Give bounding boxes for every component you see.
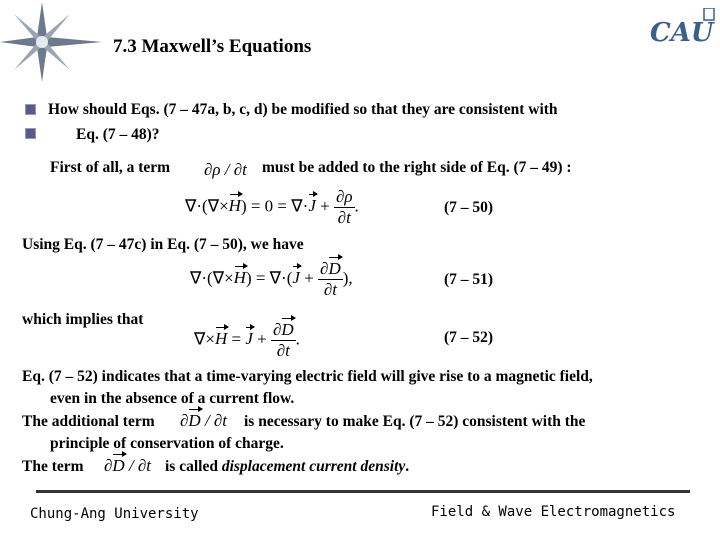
paragraph-2-prefix: The additional term: [22, 413, 155, 430]
dd-dt-term: ∂D / ∂t: [180, 411, 228, 430]
compass-star-decoration: [0, 0, 105, 95]
drho-dt-term: ∂ρ / ∂t: [204, 160, 247, 179]
paragraph-3-is-called: is called: [165, 458, 218, 475]
equation-7-50: ∇·(∇×H) = 0 = ∇·J + $\frac{\partial\rho}{\partial t}$ .: [185, 187, 359, 227]
bullet-icon: [25, 128, 36, 139]
equation-number-7-50: (7 – 50): [444, 199, 494, 216]
question-line-2: Eq. (7 – 48)?: [76, 126, 160, 143]
equation-number-7-52: (7 – 52): [444, 329, 494, 346]
first-term-suffix: must be added to the right side of Eq. (7 – 49) :: [262, 159, 572, 176]
footer-university: Chung-Ang University: [30, 506, 199, 522]
equation-number-7-51: (7 – 51): [444, 271, 494, 288]
paragraph-2-suffix: is necessary to make Eq. (7 – 52) consistent with the: [244, 413, 586, 430]
equation-7-52: ∇×H = J + $\frac{\partial D}{\partial t}$ .: [194, 320, 300, 360]
paragraph-1-line-1: Eq. (7 – 52) indicates that a time-varying electric field will give rise to a magnetic field,: [22, 368, 593, 385]
logo-icon: [648, 8, 718, 48]
footer-course: Field & Wave Electromagnetics: [431, 504, 676, 520]
paragraph-3-text: [165, 458, 409, 476]
page-title: 7.3 Maxwell’s Equations: [113, 36, 312, 57]
paragraph-3-period: .: [405, 458, 410, 475]
displacement-current-density: displacement current density: [221, 458, 406, 475]
first-term-prefix: First of all, a term: [50, 159, 171, 176]
using-text: Using Eq. (7 – 47c) in Eq. (7 – 50), we have: [22, 236, 304, 253]
bullet-icon: [25, 104, 36, 115]
cau-logo: [648, 8, 718, 48]
paragraph-3-prefix: The term: [22, 458, 84, 475]
svg-text:CAU: CAU: [650, 18, 714, 48]
paragraph-2-line-2: principle of conservation of charge.: [50, 435, 284, 452]
dd-dt-term-2: ∂D / ∂t: [104, 456, 152, 475]
paragraph-1-line-2: even in the absence of a current flow.: [50, 390, 295, 407]
footer-divider: [36, 490, 690, 493]
question-line-1: How should Eqs. (7 – 47a, b, c, d) be modified so that they are consistent with: [48, 101, 558, 118]
implies-text: which implies that: [22, 311, 144, 328]
equation-7-51: ∇·(∇×H) = ∇·(J + $\frac{\partial D}{\partial t}$ ),: [190, 259, 353, 299]
